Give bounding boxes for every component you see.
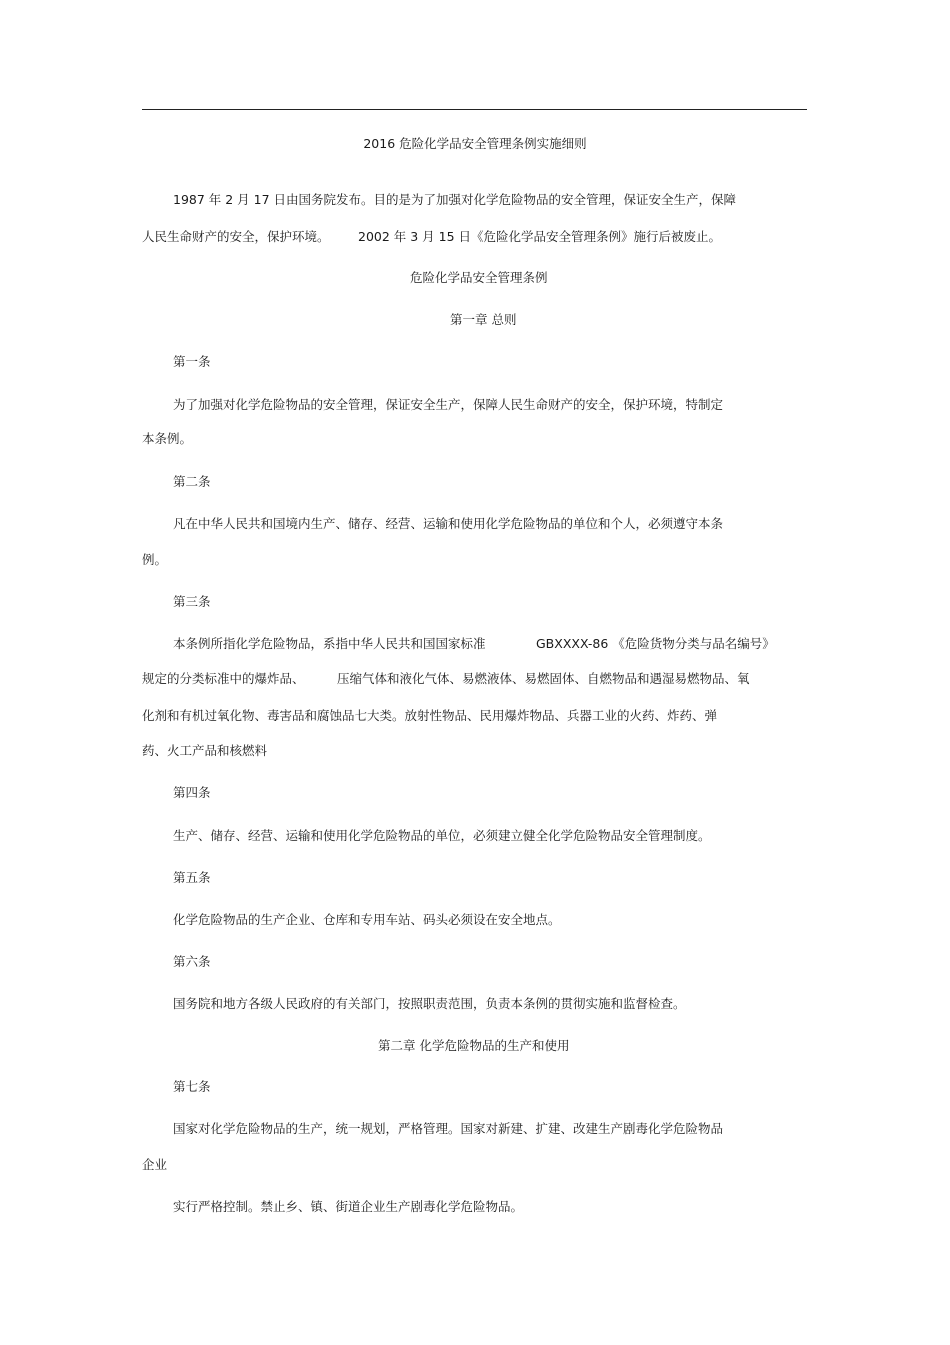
- article-5-heading: 第五条: [173, 870, 211, 885]
- article-3-line-3: 化剂和有机过氧化物、毒害品和腐蚀品七大类。放射性物品、民用爆炸物品、兵器工业的火药、炸药、弹: [142, 708, 718, 723]
- document-title: 2016 危险化学品安全管理条例实施细则: [363, 136, 587, 151]
- article-7-line-1: 国家对化学危险物品的生产，统一规划，严格管理。国家对新建、扩建、改建生产剧毒化学危险物品: [173, 1121, 724, 1136]
- article-1-heading: 第一条: [173, 354, 211, 369]
- article-2-line-1: 凡在中华人民共和国境内生产、储存、经营、运输和使用化学危险物品的单位和个人，必须遵守本条: [173, 516, 724, 531]
- intro-line-2a: 人民生命财产的安全，保护环境。: [142, 229, 330, 244]
- article-6-line-1: 国务院和地方各级人民政府的有关部门，按照职责范围，负责本条例的贯彻实施和监督检查。: [173, 996, 686, 1011]
- article-3-line-4: 药、火工产品和核燃料: [142, 743, 268, 758]
- intro-line-2b: 2002 年 3 月 15 日《危险化学品安全管理条例》施行后被废止。: [358, 229, 722, 244]
- header-rule: [142, 109, 807, 110]
- article-3-line-2b: 压缩气体和液化气体、易燃液体、易燃固体、自燃物品和遇湿易燃物品、氧: [337, 671, 750, 686]
- article-6-heading: 第六条: [173, 954, 211, 969]
- article-3-line-1a: 本条例所指化学危险物品，系指中华人民共和国国家标准: [173, 636, 486, 651]
- article-1-line-2: 本条例。: [142, 431, 193, 446]
- article-2-heading: 第二条: [173, 474, 211, 489]
- article-4-heading: 第四条: [173, 785, 211, 800]
- regulation-title: 危险化学品安全管理条例: [410, 270, 548, 285]
- article-1-line-1: 为了加强对化学危险物品的安全管理，保证安全生产，保障人民生命财产的安全，保护环境，特制定: [173, 397, 724, 412]
- chapter-2-heading: 第二章 化学危险物品的生产和使用: [378, 1038, 570, 1053]
- intro-line-1: 1987 年 2 月 17 日由国务院发布。目的是为了加强对化学危险物品的安全管理，保证安全生产，保障: [173, 192, 737, 207]
- chapter-1-heading: 第一章 总则: [450, 312, 517, 327]
- article-3-line-2a: 规定的分类标准中的爆炸品、: [142, 671, 305, 686]
- article-7-line-2: 企业: [142, 1157, 168, 1172]
- article-2-line-2: 例。: [142, 552, 168, 567]
- article-7-line-3: 实行严格控制。禁止乡、镇、街道企业生产剧毒化学危险物品。: [173, 1199, 524, 1214]
- article-3-line-1b: GBXXXX-86 《危险货物分类与品名编号》: [536, 636, 775, 651]
- article-3-heading: 第三条: [173, 594, 211, 609]
- article-7-heading: 第七条: [173, 1079, 211, 1094]
- article-5-line-1: 化学危险物品的生产企业、仓库和专用车站、码头必须设在安全地点。: [173, 912, 561, 927]
- article-4-line-1: 生产、储存、经营、运输和使用化学危险物品的单位，必须建立健全化学危险物品安全管理制度。: [173, 828, 711, 843]
